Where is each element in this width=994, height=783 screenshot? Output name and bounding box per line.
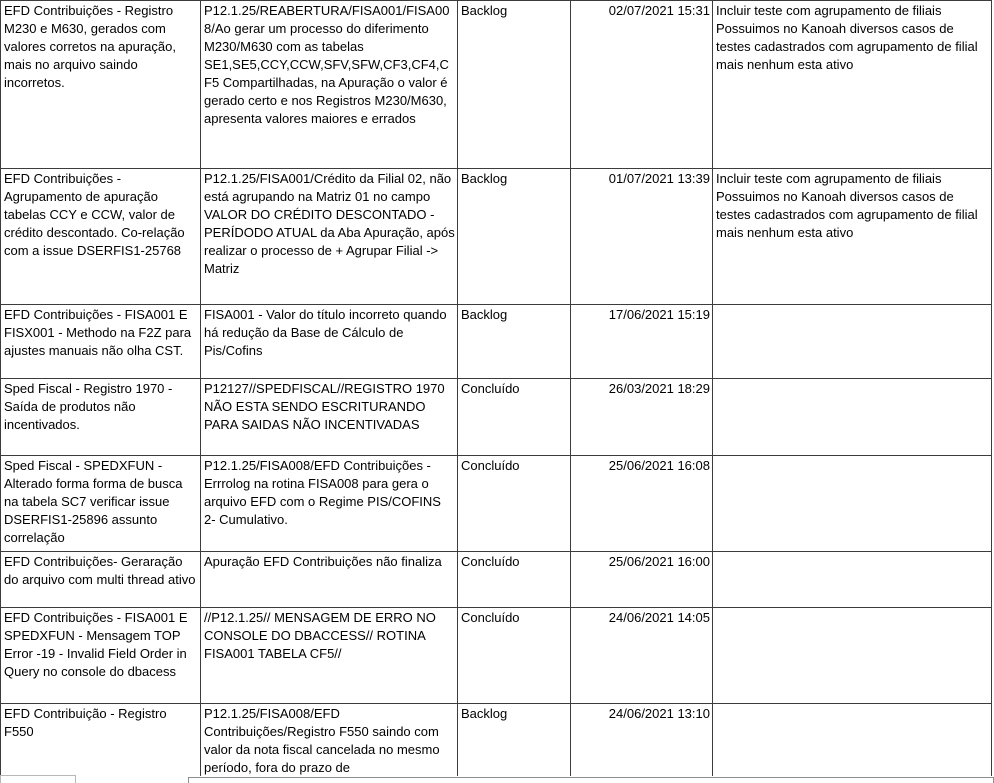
cell-issue-notes — [713, 704, 992, 777]
cell-issue-date: 02/07/2021 15:31 — [571, 1, 713, 169]
cell-issue-description: FISA001 - Valor do título incorreto quando há redução da Base de Cálculo de Pis/Cofins — [201, 305, 458, 379]
cell-issue-status: Backlog — [458, 305, 571, 379]
cell-issue-title: Sped Fiscal - Registro 1970 - Saída de produtos não incentivados. — [1, 379, 201, 456]
table-row — [1, 456, 992, 552]
table-row — [1, 608, 992, 704]
cell-issue-title: EFD Contribuições - FISA001 E SPEDXFUN - Mensagem TOP Error -19 - Invalid Field Order in Query no console do dbacess — [1, 608, 201, 704]
cell-issue-title: EFD Contribuições - FISA001 E FISX001 - Methodo na F2Z para ajustes manuais não olha CST. — [1, 305, 201, 379]
cell-issue-date: 24/06/2021 14:05 — [571, 608, 713, 704]
cell-issue-date: 25/06/2021 16:08 — [571, 456, 713, 552]
cell-issue-title: EFD Contribuição - Registro F550 — [1, 704, 201, 777]
table-row — [1, 169, 992, 305]
table-row — [1, 379, 992, 456]
cell-issue-title: EFD Contribuições- Geraração do arquivo com multi thread ativo — [1, 552, 201, 608]
cell-issue-status: Concluído — [458, 552, 571, 608]
cell-issue-description: P12.1.25/FISA008/EFD Contribuições/Registro F550 saindo com valor da nota fiscal cancelada no mesmo período, fora do prazo de — [201, 704, 458, 777]
cell-issue-title: EFD Contribuições - Registro M230 e M630, gerados com valores corretos na apuração, mais no arquivo saindo incorretos. — [1, 1, 201, 169]
cell-issue-description: P12.1.25/REABERTURA/FISA001/FISA008/Ao gerar um processo do diferimento M230/M630 com as tabelas SE1,SE5,CCY,CCW,SFV,SFW,CF3,CF4,CF5 Compartilhadas, na Apuração o valor é gerado certo e nos Registros M230/M630, apresenta valores maiores e errados — [201, 1, 458, 169]
cell-issue-date: 25/06/2021 16:00 — [571, 552, 713, 608]
partial-element-bottom-left — [0, 775, 76, 783]
cell-issue-description: P12127//SPEDFISCAL//REGISTRO 1970 NÃO ESTA SENDO ESCRITURANDO PARA SAIDAS NÃO INCENTIVADAS — [201, 379, 458, 456]
cell-issue-notes: Incluir teste com agrupamento de filiais Possuimos no Kanoah diversos casos de testes cadastrados com agrupamento de filial mais nenhum esta ativo — [713, 1, 992, 169]
cell-issue-title: Sped Fiscal - SPEDXFUN - Alterado forma forma de busca na tabela SC7 verificar issue DSERFIS1-25896 assunto correlação — [1, 456, 201, 552]
cell-issue-date: 26/03/2021 18:29 — [571, 379, 713, 456]
cell-issue-title: EFD Contribuições - Agrupamento de apuração tabelas CCY e CCW, valor de crédito descontado. Co-relação com a issue DSERFIS1-25768 — [1, 169, 201, 305]
cell-issue-status: Concluído — [458, 456, 571, 552]
cell-issue-description: P12.1.25/FISA001/Crédito da Filial 02, não está agrupando na Matriz 01 no campo VALOR DO CRÉDITO DESCONTADO - PERÍDODO ATUAL da Aba Apuração, após realizar o processo de + Agrupar Filial -> Matriz — [201, 169, 458, 305]
cell-issue-date: 24/06/2021 13:10 — [571, 704, 713, 777]
table-row — [1, 552, 992, 608]
cell-issue-notes — [713, 552, 992, 608]
cell-issue-notes: Incluir teste com agrupamento de filiais Possuimos no Kanoah diversos casos de testes cadastrados com agrupamento de filial mais nenhum esta ativo — [713, 169, 992, 305]
cell-issue-date: 17/06/2021 15:19 — [571, 305, 713, 379]
cell-issue-status: Concluído — [458, 379, 571, 456]
cell-issue-notes — [713, 608, 992, 704]
table-row — [1, 305, 992, 379]
cell-issue-status: Backlog — [458, 169, 571, 305]
issues-table-body — [1, 1, 992, 777]
cell-issue-notes — [713, 456, 992, 552]
cell-issue-status: Backlog — [458, 1, 571, 169]
table-row — [1, 704, 992, 777]
cell-issue-notes — [713, 379, 992, 456]
table-row — [1, 1, 992, 169]
cell-issue-description: //P12.1.25// MENSAGEM DE ERRO NO CONSOLE DO DBACCESS// ROTINA FISA001 TABELA CF5// — [201, 608, 458, 704]
horizontal-scrollbar[interactable] — [188, 777, 994, 783]
cell-issue-status: Concluído — [458, 608, 571, 704]
cell-issue-date: 01/07/2021 13:39 — [571, 169, 713, 305]
cell-issue-description: Apuração EFD Contribuições não finaliza — [201, 552, 458, 608]
cell-issue-status: Backlog — [458, 704, 571, 777]
cell-issue-notes — [713, 305, 992, 379]
cell-issue-description: P12.1.25/FISA008/EFD Contribuições - Errrolog na rotina FISA008 para gera o arquivo EFD com o Regime PIS/COFINS 2- Cumulativo. — [201, 456, 458, 552]
